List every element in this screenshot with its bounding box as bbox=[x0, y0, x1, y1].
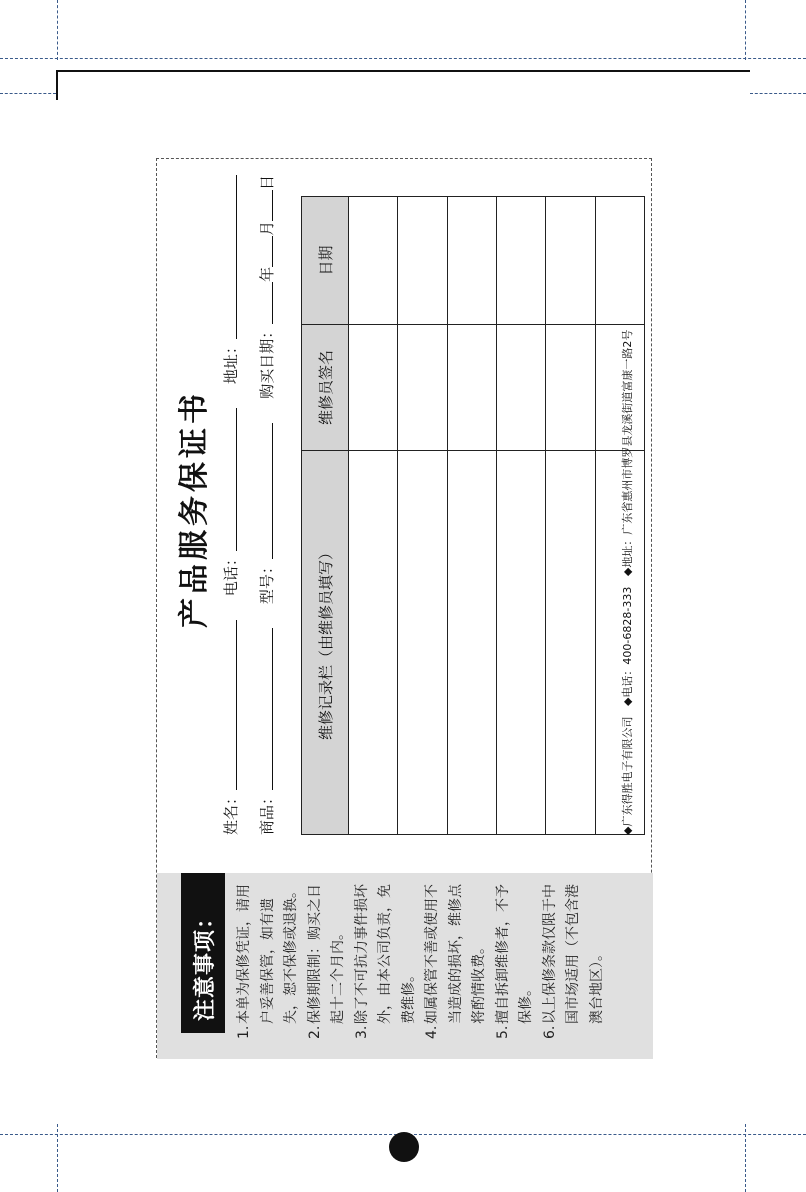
top-rule bbox=[56, 70, 750, 72]
notice-number: 6. bbox=[541, 1025, 558, 1039]
company-address: ◆地址：广东省惠州市博罗县龙溪街道富康一路2号 bbox=[621, 329, 634, 577]
signature-cell[interactable] bbox=[546, 325, 595, 451]
purchase-year-field[interactable] bbox=[272, 282, 273, 324]
company-footer bbox=[619, 175, 635, 835]
notice-number: 4. bbox=[424, 1025, 440, 1039]
notice-text: 保修期限制：购买之日起十二个月内。 bbox=[306, 884, 346, 1024]
notice-list bbox=[233, 881, 609, 1039]
technician-signature-header: 维修员签名 bbox=[302, 325, 349, 451]
table-row bbox=[398, 197, 447, 835]
date-header: 日期 bbox=[302, 197, 349, 325]
product-label: 商品： bbox=[258, 789, 276, 835]
crop-mark bbox=[745, 0, 746, 60]
company-phone: ◆电话：400-6828-333 bbox=[621, 586, 634, 707]
notice-number: 3. bbox=[353, 1025, 370, 1039]
model-field[interactable] bbox=[272, 423, 273, 559]
purchase-month-field[interactable] bbox=[272, 236, 273, 267]
main-section bbox=[157, 159, 653, 859]
product-field[interactable] bbox=[272, 628, 273, 790]
customer-info-row bbox=[213, 175, 241, 835]
date-cell[interactable] bbox=[398, 197, 447, 325]
notice-item bbox=[351, 881, 422, 1039]
notice-number: 2. bbox=[306, 1025, 323, 1039]
date-cell[interactable] bbox=[496, 197, 545, 325]
address-label: 地址： bbox=[222, 339, 240, 385]
phone-label: 电话： bbox=[222, 551, 240, 597]
repair-record-cell[interactable] bbox=[349, 451, 398, 835]
signature-cell[interactable] bbox=[349, 325, 398, 451]
notice-text: 本单为保修凭证，请用户妥善保管，如有遗失，恕不保修或退换。 bbox=[236, 884, 299, 1024]
date-cell[interactable] bbox=[349, 197, 398, 325]
notice-number: 1. bbox=[236, 1025, 252, 1039]
repair-log-table bbox=[301, 196, 645, 835]
repair-record-cell[interactable] bbox=[398, 451, 447, 835]
notice-text: 以上保修条款仅限于中国市场适用（不包含港澳台地区）。 bbox=[541, 884, 605, 1024]
side-rule bbox=[56, 70, 58, 100]
table-row bbox=[447, 197, 496, 835]
table-header-row bbox=[302, 197, 349, 835]
crop-mark bbox=[0, 58, 806, 59]
crop-mark bbox=[0, 93, 56, 94]
signature-cell[interactable] bbox=[496, 325, 545, 451]
date-cell[interactable] bbox=[447, 197, 496, 325]
date-cell[interactable] bbox=[546, 197, 595, 325]
notice-text: 除了不可抗力事件损坏外，由本公司负责，免费维修。 bbox=[353, 884, 417, 1024]
address-field[interactable] bbox=[236, 175, 237, 339]
notice-number: 5. bbox=[494, 1025, 511, 1039]
purchase-day-field[interactable] bbox=[272, 190, 273, 221]
rotated-content bbox=[157, 159, 653, 1059]
purchase-date-label: 购买日期： bbox=[258, 323, 276, 399]
page-marker-dot bbox=[389, 1132, 419, 1162]
notice-item bbox=[304, 881, 351, 1039]
table-row bbox=[546, 197, 595, 835]
notice-item bbox=[492, 881, 539, 1039]
crop-mark bbox=[57, 0, 58, 60]
warranty-card bbox=[156, 158, 652, 1058]
notice-item bbox=[539, 881, 610, 1039]
phone-field[interactable] bbox=[236, 408, 237, 551]
notice-item bbox=[421, 881, 492, 1039]
product-info-row bbox=[249, 175, 277, 835]
table-row bbox=[496, 197, 545, 835]
name-field[interactable] bbox=[236, 620, 237, 790]
notice-item bbox=[233, 881, 304, 1039]
month-label: 月 bbox=[258, 220, 276, 236]
repair-record-cell[interactable] bbox=[496, 451, 545, 835]
repair-record-cell[interactable] bbox=[546, 451, 595, 835]
page-title: 产品服务保证书 bbox=[177, 390, 212, 628]
notice-text: 如属保管不善或使用不当造成的损坏，维修点将酌情收费。 bbox=[424, 884, 487, 1024]
notice-text: 擅自拆卸维修者，不予保修。 bbox=[494, 884, 534, 1024]
name-label: 姓名： bbox=[222, 789, 240, 835]
signature-cell[interactable] bbox=[398, 325, 447, 451]
model-label: 型号： bbox=[258, 559, 276, 605]
repair-record-header: 维修记录栏（由维修员填写） bbox=[302, 451, 349, 835]
day-label: 日 bbox=[258, 174, 276, 190]
notice-panel bbox=[157, 873, 653, 1059]
notice-title: 注意事项： bbox=[181, 873, 225, 1033]
crop-mark bbox=[750, 93, 806, 94]
year-label: 年 bbox=[258, 266, 276, 282]
signature-cell[interactable] bbox=[447, 325, 496, 451]
company-name: ◆广东得胜电子有限公司 bbox=[621, 716, 634, 835]
table-row bbox=[349, 197, 398, 835]
repair-record-cell[interactable] bbox=[447, 451, 496, 835]
